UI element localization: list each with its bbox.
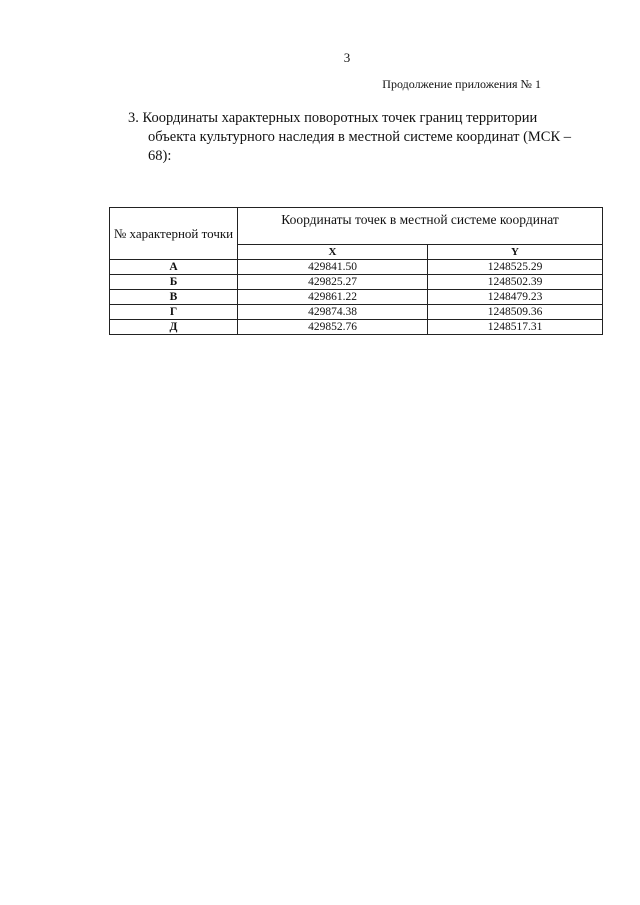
y-coordinate: 1248517.31: [428, 320, 603, 335]
point-label: Д: [110, 320, 238, 335]
table-row: [110, 290, 603, 305]
x-coordinate: 429874.38: [238, 305, 428, 320]
table-row: [110, 320, 603, 335]
table-row: [110, 305, 603, 320]
point-label: В: [110, 290, 238, 305]
page-number: 3: [343, 50, 351, 65]
appendix-continuation-label: Продолжение приложения № 1: [382, 77, 541, 91]
header-y: Y: [428, 245, 603, 260]
x-coordinate: 429825.27: [238, 275, 428, 290]
header-coordinates: Координаты точек в местной системе координат: [238, 208, 603, 245]
section-heading-line: 68):: [148, 148, 172, 164]
x-coordinate: 429861.22: [238, 290, 428, 305]
table-row: [110, 275, 603, 290]
x-coordinate: 429841.50: [238, 260, 428, 275]
table-row: [110, 260, 603, 275]
x-coordinate: 429852.76: [238, 320, 428, 335]
point-label: Б: [110, 275, 238, 290]
header-x: X: [238, 245, 428, 260]
y-coordinate: 1248479.23: [428, 290, 603, 305]
table-header-row: [110, 208, 603, 245]
point-label: А: [110, 260, 238, 275]
section-heading-line: объекта культурного наследия в местной системе координат (МСК –: [148, 129, 572, 145]
point-label: Г: [110, 305, 238, 320]
coordinates-table: [109, 207, 603, 335]
y-coordinate: 1248525.29: [428, 260, 603, 275]
section-heading: [128, 109, 598, 166]
header-point-number: № характерной точки: [110, 208, 238, 260]
y-coordinate: 1248502.39: [428, 275, 603, 290]
y-coordinate: 1248509.36: [428, 305, 603, 320]
section-heading-line: 3. Координаты характерных поворотных точек границ территории: [128, 110, 538, 126]
